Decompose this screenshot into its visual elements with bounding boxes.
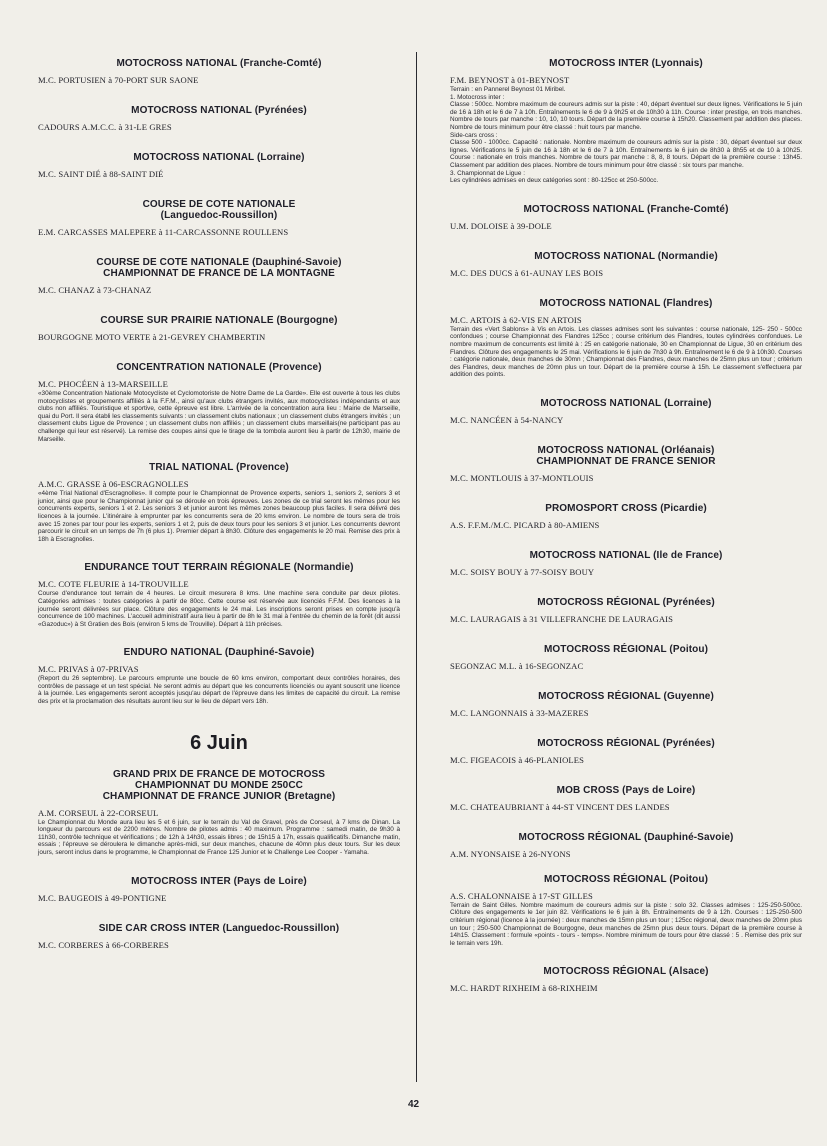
description-line: Classe 500 - 1000cc. Capacité : nationale. Nombre maximum de coureurs admis sur la piste : 30, départ éventuel sur deux lignes. Vérifications le 5 juin de 16 à 18h et le 6 de 7 à 10h. Entraînements le 6 juin de 8h30 à 8h55 et de 10 à 10h25. Course : nationale en trois manches. Nombre de tours par manche : 8, 8, 8 tours. Départ de la première course : 13h45. Classement par addition des places. Nombre de tours minimum pour être classé : six tours par manche.	[450, 139, 802, 169]
event-title: MOTOCROSS NATIONAL (Franche-Comté)	[523, 203, 729, 215]
event-title: MOTOCROSS RÉGIONAL (Alsace)	[543, 966, 709, 978]
event-title: MOTOCROSS NATIONAL (Lorraine)	[133, 152, 305, 163]
event-club: M.C. MONTLOUIS à 37-MONTLOUIS	[450, 472, 594, 483]
event-description: Le Championnat du Monde aura lieu les 5 et 6 juin, sur le terrain du Val de Gravel, près de Corseul, à 7 kms de Dinan. La longueur du parcours est de 2200 mètres. Nombre de pilotes admis : 40 maximum. Programme : samedi matin, de 9h30 à 11h30, contrôle technique et vérifications ; de 12h à 14h30, essais libres ; de 15h15 à 17h, essais qualificatifs. Dimanche matin, essais ; l'épreuve se déroulera le dimanche après-midi, sur deux manches, chacune de 40mn plus deux tours. Sur les deux jours, seront inclus dans le programme, le Championnat de France 125 Junior et le Challenge Lee Cooper - Yamaha.	[38, 818, 400, 857]
page-number: 42	[407, 1099, 420, 1110]
event-entry	[38, 152, 400, 180]
event-club: M.C. SOISY BOUY à 77-SOISY BOUY	[450, 566, 595, 577]
event-entry	[450, 966, 802, 994]
date-heading: 6 Juin	[190, 731, 248, 754]
event-entry	[38, 199, 400, 238]
event-entry	[38, 462, 400, 543]
event-title: MOTOCROSS INTER (Lyonnais)	[549, 58, 703, 69]
event-entry	[450, 832, 802, 860]
event-title	[450, 445, 802, 467]
event-title	[38, 257, 400, 279]
event-club: A.M. NYONSAISE à 26-NYONS	[450, 848, 571, 859]
event-club: SEGONZAC M.L. à 16-SEGONZAC	[450, 660, 584, 671]
event-title: MOTOCROSS NATIONAL (Ile de France)	[529, 549, 723, 561]
event-entry	[450, 58, 802, 185]
event-subtitle: CHAMPIONNAT DE FRANCE JUNIOR (Bretagne)	[102, 790, 336, 802]
description-line: Terrain : en Pannerel Beynost 01 Miribel.	[450, 86, 566, 93]
event-entry	[38, 362, 400, 443]
right-column	[450, 50, 802, 1091]
event-title: TRIAL NATIONAL (Provence)	[149, 462, 289, 474]
event-title	[38, 199, 400, 221]
event-title: MOTOCROSS NATIONAL (Flandres)	[539, 297, 713, 309]
event-entry	[38, 876, 400, 904]
event-entry	[38, 769, 400, 857]
event-title: MOTOCROSS NATIONAL (Pyrénées)	[131, 105, 307, 116]
event-title: PROMOSPORT CROSS (Picardie)	[545, 502, 707, 514]
event-entry	[38, 257, 400, 296]
event-title: ENDURANCE TOUT TERRAIN RÉGIONALE (Normandie)	[84, 562, 354, 574]
event-title: COURSE SUR PRAIRIE NATIONALE (Bourgogne)	[100, 315, 338, 326]
event-club: M.C. COTE FLEURIE à 14-TROUVILLE	[38, 579, 189, 590]
event-subtitle: CHAMPIONNAT DE FRANCE SENIOR	[536, 455, 716, 467]
event-club: M.C. HARDT RIXHEIM à 68-RIXHEIM	[450, 983, 598, 994]
event-club: M.C. CHATEAUBRIANT à 44-ST VINCENT DES LANDES	[450, 801, 670, 812]
event-description: Course d'endurance tout terrain de 4 heures. Le circuit mesurera 8 kms. Une machine sera conduite par deux pilotes. Catégories admises : toutes catégories à partir de 80cc. Cette course est réservée aux licenciés F.F.M. Des licences à la journée seront délivrées sur place. Clôture des engagements le 24 mai. Les inscriptions seront prises en compte jusqu'à concurrence de 100 machines. L'accueil administratif aura lieu à partir de 8h le 31 mai à l'entrée du chemin de la forêt (dit aussi «Gazoduc») à St Gratien des Bois (environ 5 kms de Trouville). Départ à 11h précises.	[38, 590, 400, 628]
event-title: CONCENTRATION NATIONALE (Provence)	[116, 362, 322, 373]
event-title: MOTOCROSS NATIONAL (Normandie)	[534, 250, 718, 262]
event-title: MOTOCROSS RÉGIONAL (Poitou)	[544, 873, 708, 885]
event-description: Terrain des «Vert Sablons» à Vis en Artois. Les classes admises sont les suivantes : course nationale, 125- 250 - 500cc confondues ; course Championnat des Flandres 125cc ; course critérium des Flandres, toutes cylindrées confondues. Le nombre maximum de concurrents est limité à : 25 en catégorie nationale, 30 en Championnat de Ligue, 30 en critérium des Flandres. Clôture des engagements le 25 mai. Vérifications le 6 juin de 7h30 à 9h. Entraînement le 6 de 9 à 10h30. Courses : catégorie nationale, deux manches de 30mn ; Championnat des Flandres, deux manches de 25mn plus un tour ; critérium des Flandres, deux manches de 20mn plus un tour. Départ de la première course à 15h. Le classement s'effectuera par addition des points.	[450, 325, 802, 379]
event-entry	[38, 315, 400, 343]
event-club: M.C. PRIVAS à 07-PRIVAS	[38, 664, 139, 675]
event-entry	[450, 597, 802, 625]
event-club: A.S. F.F.M./M.C. PICARD à 80-AMIENS	[450, 519, 600, 530]
event-club: M.C. CORBERES à 66-CORBERES	[38, 939, 169, 950]
event-club: CADOURS A.M.C.C. à 31-LE GRES	[38, 122, 172, 132]
event-entry	[450, 874, 802, 948]
event-club: U.M. DOLOISE à 39-DOLE	[450, 220, 552, 231]
event-title: MOTOCROSS RÉGIONAL (Guyenne)	[538, 690, 714, 702]
event-title-line: COURSE DE COTE NATIONALE (Dauphiné-Savoie)	[96, 257, 342, 268]
event-description: «4ème Trial National d'Escragnolles». Il compte pour le Championnat de Provence experts, seniors 1, seniors 2, seniors 3 et junior, ainsi que pour le Championnat junior qui se déroule en trois épreuves. Les zones de ce trial seront les mêmes pour les concurrents experts, seniors 1 et 2. Les seniors 3 et junior auront les mêmes zones beaucoup plus faciles. Il sera délivré des licences à la journée. L'itinéraire à emprunter par les concurrents sera de 20 kms environ. Le nombre de tours sera de trois avec 15 zones par tour pour les experts, seniors 1 et 2, puis de deux tours pour les seniors 3 et junior. Les concurrents devront parcourir le circuit en un temps de 7h (6 plus 1). Premier départ à 8h30. Clôture des engagements le 20 mai. Remise des prix à 18h à Escragnolles.	[38, 490, 400, 543]
left-column	[38, 50, 400, 1091]
event-title: SIDE CAR CROSS INTER (Languedoc-Roussillon)	[98, 922, 340, 934]
description-line: Classe : 500cc. Nombre maximum de coureurs admis sur la piste : 40, départ éventuel sur deux lignes. Vérifications le 5 juin de 16 à 18h et le 6 de 7 à 10h. Entraînements le 6 de 9 à 9h25 et de 10h30 à 11h. Course : inter prestige, en trois manches. Nombre de tours par manche : 10, 10, 10 tours. Départ de la première course à 15h20. Classement par addition des places. Nombre de tours minimum pour être classé : huit tours par manche.	[450, 101, 802, 131]
event-description: Terrain de Saint Gilles. Nombre maximum de coureurs admis sur la piste : solo 32. Classes admises : 125-250-500cc. Clôture des engagements le 1er juin 82. Vérifications le 6 juin à 8h. Entraînements de 9 à 12h. Courses : 125-250-500 critérium régional (licence à la journée) : deux manches de 15mn plus un tour ; 125cc régional, deux manches de 20mn plus un tour ; 250-500 Championnat de Bourgogne, deux manches de 25mn plus deux tours. Départ de la première course à 14h15. Classement : formule «points - tours - temps». Nombre minimum de tours pour être classé : 5 . Remise des prix sur le terrain vers 19h.	[450, 901, 802, 947]
column-divider	[416, 52, 417, 1082]
event-club: A.M.C. GRASSE à 06-ESCRAGNOLLES	[38, 479, 189, 490]
description-line: Les cylindrées admises en deux catégories sont : 80-125cc et 250-500cc.	[450, 177, 659, 185]
event-title: MOTOCROSS RÉGIONAL (Pyrénées)	[537, 596, 715, 608]
event-description: (Report du 26 septembre). Le parcours emprunte une boucle de 60 kms environ, comportant deux contrôles horaires, des contrôles de passage et un test spécial. Ne seront admis au départ que les concurrents licenciés ou ayant souscrit une licence à la journée. Les engagements seront acceptés jusqu'au départ de l'épreuve dans les limites de capacité du circuit. La remise des prix et la proclamation des résultats auront lieu sur le lieu de départ vers 18h.	[38, 675, 400, 706]
event-entry	[450, 550, 802, 578]
event-description	[450, 86, 802, 185]
event-title: MOTOCROSS NATIONAL (Franche-Comté)	[116, 58, 322, 69]
event-entry	[38, 58, 400, 86]
event-title: MOTOCROSS INTER (Pays de Loire)	[131, 875, 307, 887]
event-title-line: MOTOCROSS NATIONAL (Orléanais)	[537, 444, 715, 456]
event-entry	[38, 562, 400, 628]
event-title-line: COURSE DE COTE NATIONALE	[142, 199, 296, 210]
event-club: A.S. CHALONNAISE à 17-ST GILLES	[450, 890, 593, 901]
event-entry	[450, 251, 802, 279]
event-title: MOB CROSS (Pays de Loire)	[556, 784, 696, 796]
event-club: M.C. DES DUCS à 61-AUNAY LES BOIS	[450, 267, 604, 278]
event-club: E.M. CARCASSES MALEPERE à 11-CARCASSONNE ROULLENS	[38, 227, 289, 237]
event-club: M.C. CHANAZ à 73-CHANAZ	[38, 285, 152, 295]
event-club: M.C. LAURAGAIS à 31 VILLEFRANCHE DE LAURAGAIS	[450, 613, 674, 624]
event-title: MOTOCROSS RÉGIONAL (Dauphiné-Savoie)	[518, 831, 734, 843]
event-club: BOURGOGNE MOTO VERTE à 21-GEVREY CHAMBERTIN	[38, 332, 266, 342]
event-entry	[38, 105, 400, 133]
event-title: MOTOCROSS NATIONAL (Lorraine)	[540, 397, 712, 409]
event-club: M.C. PHOCÉEN à 13-MARSEILLE	[38, 379, 168, 389]
event-club: M.C. FIGEACOIS à 46-PLANIOLES	[450, 754, 584, 765]
event-club: M.C. ARTOIS à 62-VIS EN ARTOIS	[450, 314, 582, 325]
event-club: A.M. CORSEUL à 22-CORSEUL	[38, 807, 159, 818]
event-entry	[450, 445, 802, 484]
event-title: MOTOCROSS RÉGIONAL (Pyrénées)	[537, 737, 715, 749]
event-title: MOTOCROSS RÉGIONAL (Poitou)	[544, 643, 708, 655]
event-entry	[38, 923, 400, 951]
event-entry	[38, 647, 400, 705]
event-club: M.C. BAUGEOIS à 49-PONTIGNE	[38, 892, 167, 903]
event-description: «30ème Concentration Nationale Motocycliste et Cyclomotoriste de Notre Dame de La Garde». Elle est ouverte à tous les clubs motocyclistes et groupements affiliés à la F.F.M., ainsi qu'aux clubs étrangers invités, aux motocyclistes indépendants et aux clubs non affiliés. Touristique et sportive, cette épreuve est libre. L'arrivée de la concentration aura lieu : Mairie de Marseille, quai du Port. Il sera établi les classements suivants : un classement clubs nationaux ; un classement clubs étrangers invités ; un classement clubs Ligue de Provence ; un classement clubs non affiliés ; un classement clubs marseillais(ne participant pas au challenge qui leur est réservé). La remise des coupes ainsi que le tirage de la tombola auront lieu à partir de 12h30, mairie de Marseille.	[38, 390, 400, 443]
event-entry	[450, 738, 802, 766]
event-entry	[450, 398, 802, 426]
event-subtitle: CHAMPIONNAT DU MONDE 250CC	[135, 779, 303, 791]
event-entry	[450, 298, 802, 379]
event-club: F.M. BEYNOST à 01-BEYNOST	[450, 75, 570, 85]
event-entry	[450, 644, 802, 672]
event-entry	[450, 691, 802, 719]
event-entry	[450, 785, 802, 813]
event-entry	[450, 503, 802, 531]
event-club: M.C. PORTUSIEN à 70-PORT SUR SAONE	[38, 75, 199, 85]
event-entry	[450, 204, 802, 232]
event-title	[38, 769, 400, 802]
event-subtitle: CHAMPIONNAT DE FRANCE DE LA MONTAGNE	[103, 268, 335, 279]
description-line: Side-cars cross :	[450, 131, 498, 139]
description-line: 3. Championnat de Ligue :	[450, 169, 525, 177]
description-line: 1. Motocross inter :	[450, 93, 505, 101]
event-title-line: GRAND PRIX DE FRANCE DE MOTOCROSS	[112, 768, 326, 780]
event-title: ENDURO NATIONAL (Dauphiné-Savoie)	[123, 647, 315, 659]
event-club: M.C. SAINT DIÉ à 88-SAINT DIÉ	[38, 169, 164, 179]
event-subtitle: (Languedoc-Roussillon)	[160, 210, 278, 221]
event-club: M.C. NANCÉEN à 54-NANCY	[450, 414, 564, 425]
event-club: M.C. LANGONNAIS à 33-MAZERES	[450, 707, 589, 718]
